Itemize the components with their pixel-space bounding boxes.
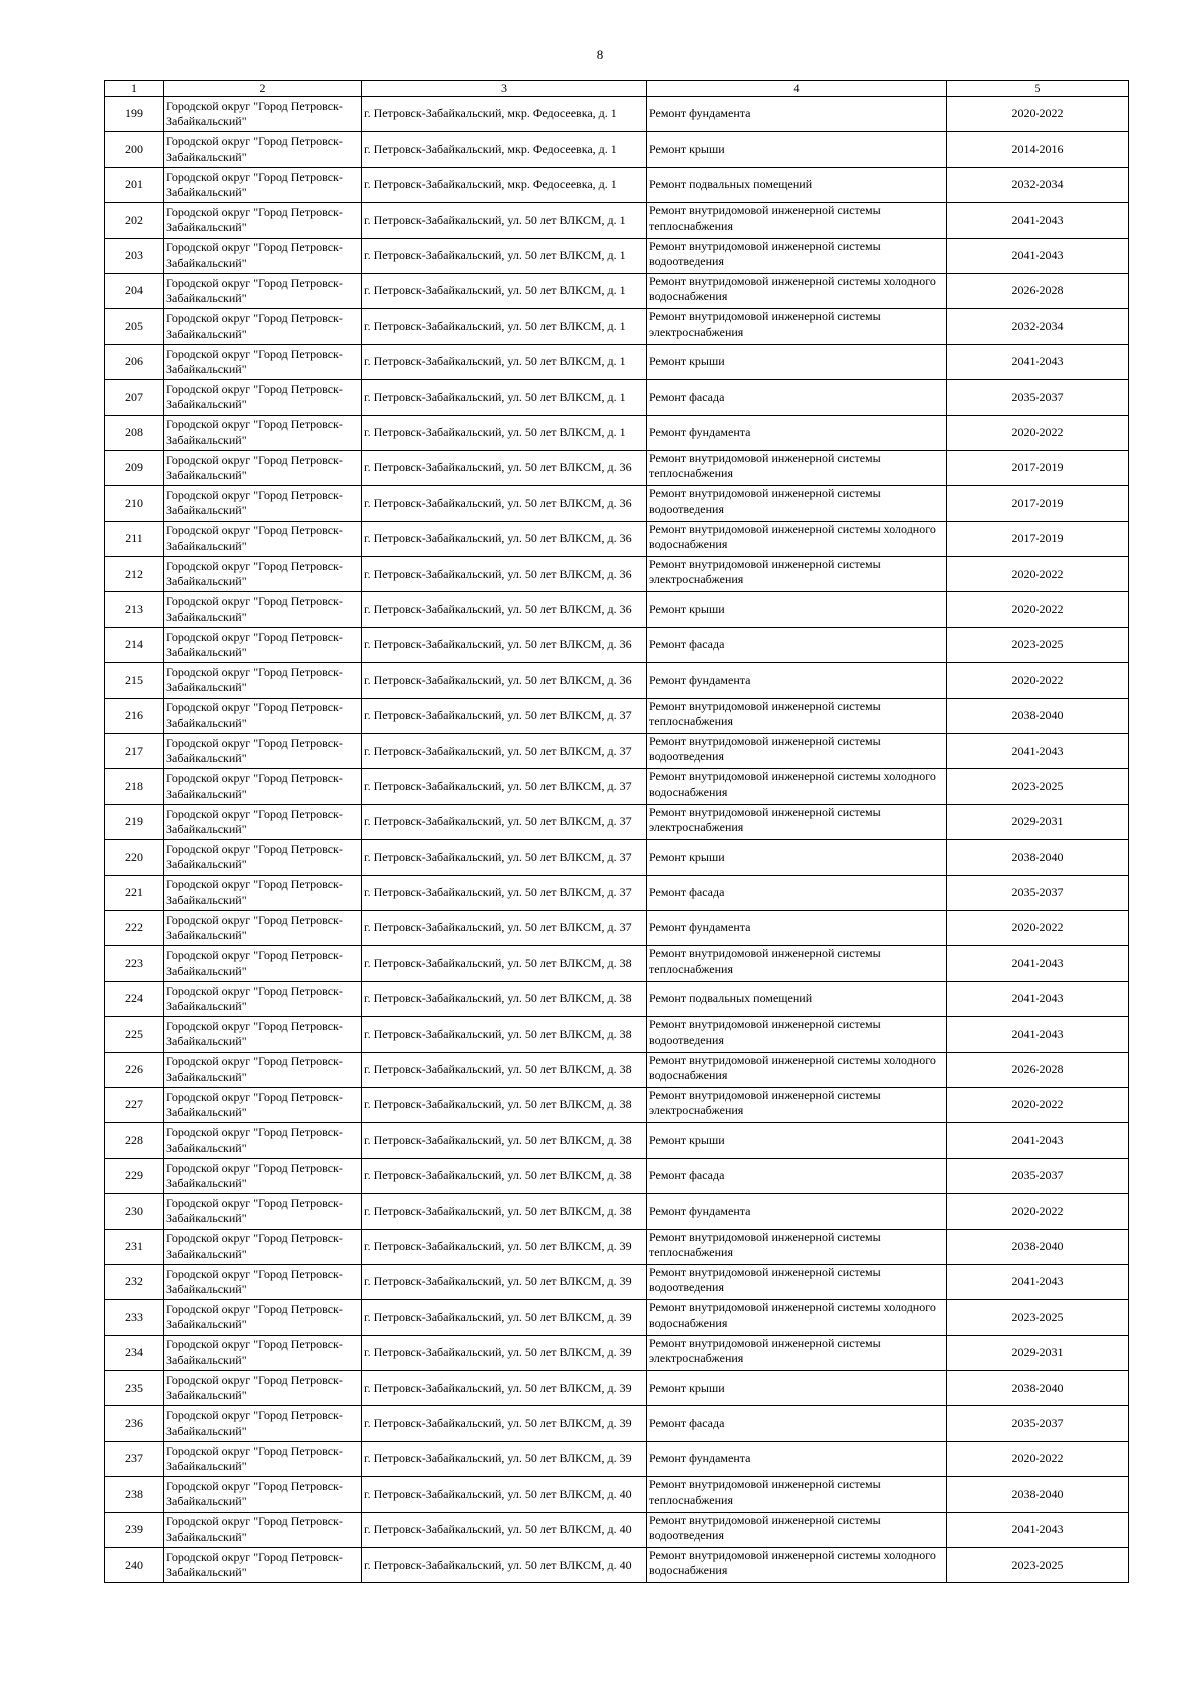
work-type-cell: Ремонт внутридомовой инженерной системы холодного водоснабжения (647, 769, 947, 804)
municipality-cell: Городской округ "Город Петровск-Забайкальский" (164, 380, 362, 415)
work-type-cell: Ремонт фундамента (647, 97, 947, 132)
period-cell: 2020-2022 (947, 592, 1129, 627)
period-cell: 2032-2034 (947, 309, 1129, 344)
work-type-cell: Ремонт подвальных помещений (647, 167, 947, 202)
address-cell: г. Петровск-Забайкальский, ул. 50 лет ВЛКСМ, д. 37 (362, 875, 647, 910)
period-cell: 2038-2040 (947, 1229, 1129, 1264)
municipality-cell: Городской округ "Город Петровск-Забайкальский" (164, 734, 362, 769)
municipality-cell: Городской округ "Город Петровск-Забайкальский" (164, 910, 362, 945)
address-cell: г. Петровск-Забайкальский, ул. 50 лет ВЛКСМ, д. 38 (362, 1158, 647, 1193)
row-number-cell: 240 (105, 1548, 164, 1583)
row-number-cell: 222 (105, 910, 164, 945)
period-cell: 2035-2037 (947, 380, 1129, 415)
table-row (105, 1017, 1129, 1052)
row-number-cell: 233 (105, 1300, 164, 1335)
period-cell: 2017-2019 (947, 521, 1129, 556)
table-row (105, 521, 1129, 556)
column-header: 2 (164, 81, 362, 97)
address-cell: г. Петровск-Забайкальский, ул. 50 лет ВЛКСМ, д. 40 (362, 1512, 647, 1547)
address-cell: г. Петровск-Забайкальский, ул. 50 лет ВЛКСМ, д. 1 (362, 309, 647, 344)
table-row (105, 1087, 1129, 1122)
table-row (105, 804, 1129, 839)
table-row (105, 946, 1129, 981)
address-cell: г. Петровск-Забайкальский, ул. 50 лет ВЛКСМ, д. 36 (362, 627, 647, 662)
period-cell: 2023-2025 (947, 627, 1129, 662)
table-row (105, 734, 1129, 769)
row-number-cell: 224 (105, 981, 164, 1016)
work-type-cell: Ремонт фасада (647, 380, 947, 415)
municipality-cell: Городской округ "Город Петровск-Забайкальский" (164, 1335, 362, 1370)
address-cell: г. Петровск-Забайкальский, ул. 50 лет ВЛКСМ, д. 38 (362, 946, 647, 981)
municipality-cell: Городской округ "Город Петровск-Забайкальский" (164, 627, 362, 662)
header-row (105, 81, 1129, 97)
work-type-cell: Ремонт фундамента (647, 910, 947, 945)
municipality-cell: Городской округ "Город Петровск-Забайкальский" (164, 592, 362, 627)
municipality-cell: Городской округ "Город Петровск-Забайкальский" (164, 1512, 362, 1547)
period-cell: 2017-2019 (947, 486, 1129, 521)
period-cell: 2041-2043 (947, 1512, 1129, 1547)
period-cell: 2041-2043 (947, 203, 1129, 238)
address-cell: г. Петровск-Забайкальский, ул. 50 лет ВЛКСМ, д. 40 (362, 1548, 647, 1583)
address-cell: г. Петровск-Забайкальский, ул. 50 лет ВЛКСМ, д. 36 (362, 557, 647, 592)
address-cell: г. Петровск-Забайкальский, ул. 50 лет ВЛКСМ, д. 37 (362, 769, 647, 804)
row-number-cell: 230 (105, 1194, 164, 1229)
work-type-cell: Ремонт внутридомовой инженерной системы водоотведения (647, 238, 947, 273)
table-row (105, 167, 1129, 202)
table-row (105, 380, 1129, 415)
period-cell: 2017-2019 (947, 450, 1129, 485)
address-cell: г. Петровск-Забайкальский, ул. 50 лет ВЛКСМ, д. 36 (362, 521, 647, 556)
table-body (105, 97, 1129, 1583)
work-type-cell: Ремонт внутридомовой инженерной системы теплоснабжения (647, 203, 947, 238)
address-cell: г. Петровск-Забайкальский, ул. 50 лет ВЛКСМ, д. 1 (362, 238, 647, 273)
row-number-cell: 217 (105, 734, 164, 769)
row-number-cell: 211 (105, 521, 164, 556)
work-type-cell: Ремонт подвальных помещений (647, 981, 947, 1016)
table-row (105, 1335, 1129, 1370)
work-type-cell: Ремонт крыши (647, 1123, 947, 1158)
work-type-cell: Ремонт крыши (647, 592, 947, 627)
municipality-cell: Городской округ "Город Петровск-Забайкальский" (164, 273, 362, 308)
work-type-cell: Ремонт фасада (647, 627, 947, 662)
period-cell: 2038-2040 (947, 1371, 1129, 1406)
municipality-cell: Городской округ "Город Петровск-Забайкальский" (164, 1123, 362, 1158)
table-row (105, 1229, 1129, 1264)
work-type-cell: Ремонт фасада (647, 1406, 947, 1441)
period-cell: 2041-2043 (947, 1264, 1129, 1299)
table-row (105, 238, 1129, 273)
address-cell: г. Петровск-Забайкальский, ул. 50 лет ВЛКСМ, д. 39 (362, 1406, 647, 1441)
municipality-cell: Городской округ "Город Петровск-Забайкальский" (164, 521, 362, 556)
municipality-cell: Городской округ "Город Петровск-Забайкальский" (164, 1194, 362, 1229)
row-number-cell: 219 (105, 804, 164, 839)
row-number-cell: 229 (105, 1158, 164, 1193)
period-cell: 2041-2043 (947, 1017, 1129, 1052)
table-row (105, 1264, 1129, 1299)
table-row (105, 557, 1129, 592)
table-row (105, 769, 1129, 804)
period-cell: 2038-2040 (947, 1477, 1129, 1512)
address-cell: г. Петровск-Забайкальский, ул. 50 лет ВЛКСМ, д. 36 (362, 486, 647, 521)
column-header: 1 (105, 81, 164, 97)
municipality-cell: Городской округ "Город Петровск-Забайкальский" (164, 840, 362, 875)
municipality-cell: Городской округ "Город Петровск-Забайкальский" (164, 238, 362, 273)
work-type-cell: Ремонт внутридомовой инженерной системы теплоснабжения (647, 1229, 947, 1264)
municipality-cell: Городской округ "Город Петровск-Забайкальский" (164, 1300, 362, 1335)
table-row (105, 910, 1129, 945)
row-number-cell: 227 (105, 1087, 164, 1122)
address-cell: г. Петровск-Забайкальский, мкр. Федосеевка, д. 1 (362, 97, 647, 132)
address-cell: г. Петровск-Забайкальский, ул. 50 лет ВЛКСМ, д. 36 (362, 450, 647, 485)
table-row (105, 450, 1129, 485)
municipality-cell: Городской округ "Город Петровск-Забайкальский" (164, 981, 362, 1016)
row-number-cell: 225 (105, 1017, 164, 1052)
table-row (105, 1441, 1129, 1476)
address-cell: г. Петровск-Забайкальский, мкр. Федосеевка, д. 1 (362, 132, 647, 167)
row-number-cell: 209 (105, 450, 164, 485)
municipality-cell: Городской округ "Город Петровск-Забайкальский" (164, 167, 362, 202)
address-cell: г. Петровск-Забайкальский, ул. 50 лет ВЛКСМ, д. 1 (362, 415, 647, 450)
table-row (105, 97, 1129, 132)
period-cell: 2020-2022 (947, 1194, 1129, 1229)
work-type-cell: Ремонт внутридомовой инженерной системы водоотведения (647, 1512, 947, 1547)
period-cell: 2020-2022 (947, 1441, 1129, 1476)
column-header: 4 (647, 81, 947, 97)
municipality-cell: Городской округ "Город Петровск-Забайкальский" (164, 1087, 362, 1122)
table-row (105, 1548, 1129, 1583)
work-type-cell: Ремонт крыши (647, 344, 947, 379)
address-cell: г. Петровск-Забайкальский, ул. 50 лет ВЛКСМ, д. 38 (362, 981, 647, 1016)
row-number-cell: 210 (105, 486, 164, 521)
period-cell: 2038-2040 (947, 840, 1129, 875)
period-cell: 2020-2022 (947, 97, 1129, 132)
row-number-cell: 226 (105, 1052, 164, 1087)
table-row (105, 1371, 1129, 1406)
table-row (105, 1477, 1129, 1512)
address-cell: г. Петровск-Забайкальский, ул. 50 лет ВЛКСМ, д. 38 (362, 1017, 647, 1052)
table-row (105, 875, 1129, 910)
work-type-cell: Ремонт внутридомовой инженерной системы водоотведения (647, 1264, 947, 1299)
period-cell: 2023-2025 (947, 1300, 1129, 1335)
work-type-cell: Ремонт фундамента (647, 663, 947, 698)
address-cell: г. Петровск-Забайкальский, мкр. Федосеевка, д. 1 (362, 167, 647, 202)
address-cell: г. Петровск-Забайкальский, ул. 50 лет ВЛКСМ, д. 38 (362, 1123, 647, 1158)
municipality-cell: Городской округ "Город Петровск-Забайкальский" (164, 557, 362, 592)
municipality-cell: Городской округ "Город Петровск-Забайкальский" (164, 1406, 362, 1441)
table-row (105, 486, 1129, 521)
municipality-cell: Городской округ "Город Петровск-Забайкальский" (164, 415, 362, 450)
work-type-cell: Ремонт крыши (647, 1371, 947, 1406)
address-cell: г. Петровск-Забайкальский, ул. 50 лет ВЛКСМ, д. 36 (362, 663, 647, 698)
work-type-cell: Ремонт фундамента (647, 415, 947, 450)
table-row (105, 1052, 1129, 1087)
municipality-cell: Городской округ "Город Петровск-Забайкальский" (164, 769, 362, 804)
period-cell: 2020-2022 (947, 1087, 1129, 1122)
column-header: 3 (362, 81, 647, 97)
row-number-cell: 215 (105, 663, 164, 698)
work-type-cell: Ремонт фасада (647, 1158, 947, 1193)
address-cell: г. Петровск-Забайкальский, ул. 50 лет ВЛКСМ, д. 36 (362, 592, 647, 627)
row-number-cell: 236 (105, 1406, 164, 1441)
work-type-cell: Ремонт фундамента (647, 1441, 947, 1476)
row-number-cell: 234 (105, 1335, 164, 1370)
address-cell: г. Петровск-Забайкальский, ул. 50 лет ВЛКСМ, д. 1 (362, 380, 647, 415)
table-row (105, 309, 1129, 344)
work-type-cell: Ремонт внутридомовой инженерной системы холодного водоснабжения (647, 273, 947, 308)
table-row (105, 592, 1129, 627)
period-cell: 2020-2022 (947, 557, 1129, 592)
period-cell: 2026-2028 (947, 273, 1129, 308)
address-cell: г. Петровск-Забайкальский, ул. 50 лет ВЛКСМ, д. 1 (362, 203, 647, 238)
period-cell: 2020-2022 (947, 415, 1129, 450)
municipality-cell: Городской округ "Город Петровск-Забайкальский" (164, 663, 362, 698)
table-row (105, 1194, 1129, 1229)
table-row (105, 1158, 1129, 1193)
table-row (105, 203, 1129, 238)
municipality-cell: Городской округ "Город Петровск-Забайкальский" (164, 1229, 362, 1264)
address-cell: г. Петровск-Забайкальский, ул. 50 лет ВЛКСМ, д. 1 (362, 344, 647, 379)
address-cell: г. Петровск-Забайкальский, ул. 50 лет ВЛКСМ, д. 37 (362, 804, 647, 839)
period-cell: 2035-2037 (947, 1158, 1129, 1193)
municipality-cell: Городской округ "Город Петровск-Забайкальский" (164, 132, 362, 167)
address-cell: г. Петровск-Забайкальский, ул. 50 лет ВЛКСМ, д. 38 (362, 1052, 647, 1087)
row-number-cell: 200 (105, 132, 164, 167)
period-cell: 2032-2034 (947, 167, 1129, 202)
work-type-cell: Ремонт крыши (647, 132, 947, 167)
work-type-cell: Ремонт внутридомовой инженерной системы электроснабжения (647, 309, 947, 344)
work-type-cell: Ремонт внутридомовой инженерной системы водоотведения (647, 734, 947, 769)
work-type-cell: Ремонт внутридомовой инженерной системы водоотведения (647, 486, 947, 521)
address-cell: г. Петровск-Забайкальский, ул. 50 лет ВЛКСМ, д. 37 (362, 698, 647, 733)
column-header: 5 (947, 81, 1129, 97)
row-number-cell: 202 (105, 203, 164, 238)
period-cell: 2023-2025 (947, 769, 1129, 804)
row-number-cell: 207 (105, 380, 164, 415)
work-type-cell: Ремонт внутридомовой инженерной системы холодного водоснабжения (647, 521, 947, 556)
period-cell: 2038-2040 (947, 698, 1129, 733)
row-number-cell: 213 (105, 592, 164, 627)
municipality-cell: Городской округ "Город Петровск-Забайкальский" (164, 1017, 362, 1052)
period-cell: 2029-2031 (947, 804, 1129, 839)
table-row (105, 698, 1129, 733)
address-cell: г. Петровск-Забайкальский, ул. 50 лет ВЛКСМ, д. 39 (362, 1264, 647, 1299)
row-number-cell: 235 (105, 1371, 164, 1406)
period-cell: 2026-2028 (947, 1052, 1129, 1087)
row-number-cell: 208 (105, 415, 164, 450)
period-cell: 2029-2031 (947, 1335, 1129, 1370)
period-cell: 2041-2043 (947, 344, 1129, 379)
table-header (105, 81, 1129, 97)
row-number-cell: 228 (105, 1123, 164, 1158)
municipality-cell: Городской округ "Город Петровск-Забайкальский" (164, 344, 362, 379)
work-type-cell: Ремонт внутридомовой инженерной системы электроснабжения (647, 557, 947, 592)
address-cell: г. Петровск-Забайкальский, ул. 50 лет ВЛКСМ, д. 40 (362, 1477, 647, 1512)
table-row (105, 344, 1129, 379)
municipality-cell: Городской округ "Город Петровск-Забайкальский" (164, 486, 362, 521)
municipality-cell: Городской округ "Город Петровск-Забайкальский" (164, 97, 362, 132)
work-type-cell: Ремонт фундамента (647, 1194, 947, 1229)
municipality-cell: Городской округ "Город Петровск-Забайкальский" (164, 1548, 362, 1583)
table-row (105, 1300, 1129, 1335)
table-row (105, 627, 1129, 662)
row-number-cell: 204 (105, 273, 164, 308)
table-row (105, 273, 1129, 308)
table-row (105, 1123, 1129, 1158)
municipality-cell: Городской округ "Город Петровск-Забайкальский" (164, 203, 362, 238)
row-number-cell: 201 (105, 167, 164, 202)
work-type-cell: Ремонт внутридомовой инженерной системы теплоснабжения (647, 946, 947, 981)
row-number-cell: 231 (105, 1229, 164, 1264)
row-number-cell: 223 (105, 946, 164, 981)
row-number-cell: 203 (105, 238, 164, 273)
work-type-cell: Ремонт внутридомовой инженерной системы электроснабжения (647, 1087, 947, 1122)
municipality-cell: Городской округ "Город Петровск-Забайкальский" (164, 698, 362, 733)
address-cell: г. Петровск-Забайкальский, ул. 50 лет ВЛКСМ, д. 37 (362, 910, 647, 945)
period-cell: 2014-2016 (947, 132, 1129, 167)
table-row (105, 663, 1129, 698)
period-cell: 2020-2022 (947, 663, 1129, 698)
row-number-cell: 238 (105, 1477, 164, 1512)
municipality-cell: Городской округ "Город Петровск-Забайкальский" (164, 1158, 362, 1193)
table-row (105, 840, 1129, 875)
row-number-cell: 212 (105, 557, 164, 592)
period-cell: 2041-2043 (947, 1123, 1129, 1158)
row-number-cell: 237 (105, 1441, 164, 1476)
address-cell: г. Петровск-Забайкальский, ул. 50 лет ВЛКСМ, д. 38 (362, 1087, 647, 1122)
address-cell: г. Петровск-Забайкальский, ул. 50 лет ВЛКСМ, д. 38 (362, 1194, 647, 1229)
address-cell: г. Петровск-Забайкальский, ул. 50 лет ВЛКСМ, д. 39 (362, 1441, 647, 1476)
municipality-cell: Городской округ "Город Петровск-Забайкальский" (164, 1264, 362, 1299)
work-type-cell: Ремонт внутридомовой инженерной системы электроснабжения (647, 1335, 947, 1370)
address-cell: г. Петровск-Забайкальский, ул. 50 лет ВЛКСМ, д. 37 (362, 840, 647, 875)
municipality-cell: Городской округ "Город Петровск-Забайкальский" (164, 875, 362, 910)
table-row (105, 981, 1129, 1016)
work-type-cell: Ремонт внутридомовой инженерной системы холодного водоснабжения (647, 1548, 947, 1583)
address-cell: г. Петровск-Забайкальский, ул. 50 лет ВЛКСМ, д. 39 (362, 1229, 647, 1264)
work-type-cell: Ремонт внутридомовой инженерной системы водоотведения (647, 1017, 947, 1052)
period-cell: 2023-2025 (947, 1548, 1129, 1583)
period-cell: 2041-2043 (947, 946, 1129, 981)
row-number-cell: 205 (105, 309, 164, 344)
table-row (105, 415, 1129, 450)
row-number-cell: 214 (105, 627, 164, 662)
table-row (105, 132, 1129, 167)
work-type-cell: Ремонт крыши (647, 840, 947, 875)
period-cell: 2020-2022 (947, 910, 1129, 945)
work-type-cell: Ремонт внутридомовой инженерной системы теплоснабжения (647, 450, 947, 485)
work-type-cell: Ремонт внутридомовой инженерной системы теплоснабжения (647, 698, 947, 733)
work-type-cell: Ремонт внутридомовой инженерной системы электроснабжения (647, 804, 947, 839)
period-cell: 2041-2043 (947, 734, 1129, 769)
work-type-cell: Ремонт внутридомовой инженерной системы теплоснабжения (647, 1477, 947, 1512)
row-number-cell: 232 (105, 1264, 164, 1299)
row-number-cell: 216 (105, 698, 164, 733)
municipality-cell: Городской округ "Город Петровск-Забайкальский" (164, 1477, 362, 1512)
period-cell: 2035-2037 (947, 1406, 1129, 1441)
row-number-cell: 218 (105, 769, 164, 804)
row-number-cell: 206 (105, 344, 164, 379)
row-number-cell: 199 (105, 97, 164, 132)
address-cell: г. Петровск-Забайкальский, ул. 50 лет ВЛКСМ, д. 39 (362, 1300, 647, 1335)
municipality-cell: Городской округ "Город Петровск-Забайкальский" (164, 450, 362, 485)
address-cell: г. Петровск-Забайкальский, ул. 50 лет ВЛКСМ, д. 39 (362, 1371, 647, 1406)
municipality-cell: Городской округ "Город Петровск-Забайкальский" (164, 309, 362, 344)
municipality-cell: Городской округ "Город Петровск-Забайкальский" (164, 1371, 362, 1406)
work-type-cell: Ремонт фасада (647, 875, 947, 910)
period-cell: 2041-2043 (947, 981, 1129, 1016)
row-number-cell: 239 (105, 1512, 164, 1547)
repair-schedule-table (104, 80, 1129, 1583)
period-cell: 2041-2043 (947, 238, 1129, 273)
work-type-cell: Ремонт внутридомовой инженерной системы холодного водоснабжения (647, 1052, 947, 1087)
period-cell: 2035-2037 (947, 875, 1129, 910)
table-row (105, 1406, 1129, 1441)
address-cell: г. Петровск-Забайкальский, ул. 50 лет ВЛКСМ, д. 37 (362, 734, 647, 769)
address-cell: г. Петровск-Забайкальский, ул. 50 лет ВЛКСМ, д. 39 (362, 1335, 647, 1370)
municipality-cell: Городской округ "Город Петровск-Забайкальский" (164, 946, 362, 981)
municipality-cell: Городской округ "Город Петровск-Забайкальский" (164, 1052, 362, 1087)
table-row (105, 1512, 1129, 1547)
municipality-cell: Городской округ "Город Петровск-Забайкальский" (164, 1441, 362, 1476)
page-number: 8 (596, 47, 604, 62)
row-number-cell: 221 (105, 875, 164, 910)
address-cell: г. Петровск-Забайкальский, ул. 50 лет ВЛКСМ, д. 1 (362, 273, 647, 308)
municipality-cell: Городской округ "Город Петровск-Забайкальский" (164, 804, 362, 839)
row-number-cell: 220 (105, 840, 164, 875)
work-type-cell: Ремонт внутридомовой инженерной системы холодного водоснабжения (647, 1300, 947, 1335)
